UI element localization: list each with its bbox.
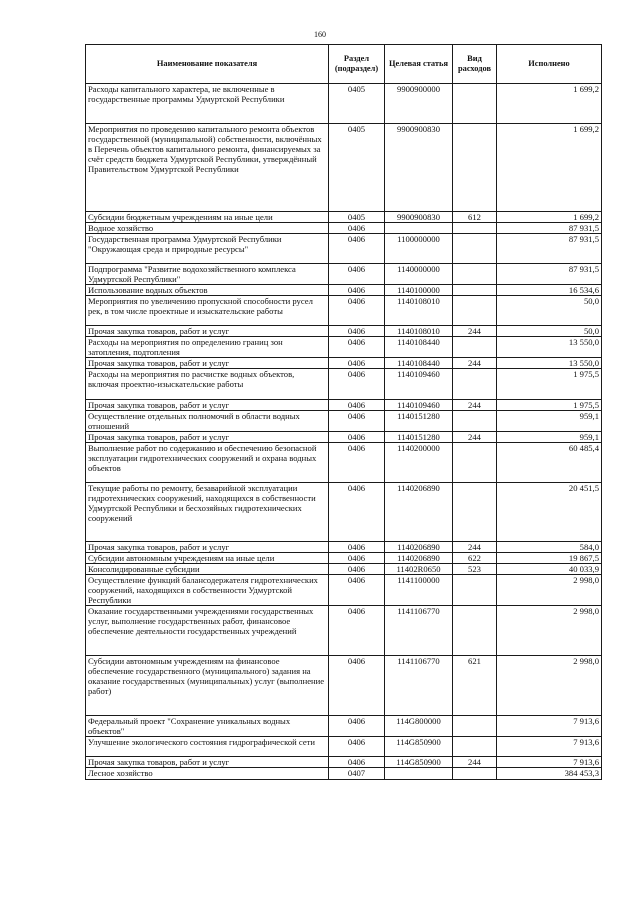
cell-name: Прочая закупка товаров, работ и услуг [86,542,329,553]
table-row [86,542,602,553]
cell-amount: 7 913,6 [497,757,602,768]
cell-expense-type [453,84,497,124]
cell-article [385,768,453,780]
cell-expense-type [453,223,497,234]
cell-amount: 384 453,3 [497,768,602,780]
cell-article: 9900900830 [385,212,453,223]
table-row [86,757,602,768]
cell-expense-type: 244 [453,757,497,768]
cell-article: 9900900000 [385,84,453,124]
table-row [86,337,602,358]
cell-name: Прочая закупка товаров, работ и услуг [86,400,329,411]
table-row [86,768,602,780]
cell-article: 1140151280 [385,411,453,432]
table-body [86,84,602,780]
cell-section: 0406 [329,553,385,564]
cell-section: 0406 [329,234,385,264]
table-row [86,234,602,264]
cell-article [385,223,453,234]
cell-amount: 2 998,0 [497,606,602,656]
cell-name: Осуществление функций балансодержателя гидротехнических сооружений, находящихся в собственности Удмуртской Республики [86,575,329,606]
table-row [86,285,602,296]
cell-article: 1140108440 [385,358,453,369]
header-executed: Исполнено [497,45,602,84]
cell-section: 0406 [329,223,385,234]
header-article: Целевая статья [385,45,453,84]
cell-expense-type [453,768,497,780]
cell-amount: 13 550,0 [497,337,602,358]
cell-section: 0406 [329,737,385,757]
cell-article: 114G850900 [385,737,453,757]
cell-expense-type [453,737,497,757]
cell-section: 0405 [329,124,385,212]
cell-article: 1140151280 [385,432,453,443]
cell-section: 0405 [329,212,385,223]
cell-amount: 2 998,0 [497,575,602,606]
cell-amount: 13 550,0 [497,358,602,369]
cell-article: 1140000000 [385,264,453,285]
cell-amount: 40 033,9 [497,564,602,575]
cell-expense-type: 244 [453,542,497,553]
cell-expense-type: 523 [453,564,497,575]
cell-article: 1140108440 [385,337,453,358]
cell-article: 1141106770 [385,606,453,656]
cell-section: 0406 [329,326,385,337]
table-row [86,369,602,400]
cell-expense-type [453,443,497,483]
cell-section: 0406 [329,296,385,326]
cell-article: 1140100000 [385,285,453,296]
table-row [86,564,602,575]
cell-name: Консолидированные субсидии [86,564,329,575]
table-row [86,296,602,326]
table-row [86,443,602,483]
header-expense-type: Вид расходов [453,45,497,84]
cell-expense-type [453,716,497,737]
cell-section: 0407 [329,768,385,780]
table-row [86,606,602,656]
cell-expense-type: 612 [453,212,497,223]
cell-name: Мероприятия по проведению капитального ремонта объектов государственной (муниципальной) собственности, включённых в Перечень объектов капитального ремонта, финансируемых за счёт средств бюджета Удмуртской Республики, утверждённый Правительством Удмуртской Республики [86,124,329,212]
cell-name: Выполнение работ по содержанию и обеспечению безопасной эксплуатации гидротехнических сооружений и охрана водных объектов [86,443,329,483]
cell-expense-type: 244 [453,400,497,411]
cell-name: Прочая закупка товаров, работ и услуг [86,432,329,443]
cell-section: 0406 [329,656,385,716]
header-name: Наименование показателя [86,45,329,84]
cell-section: 0406 [329,757,385,768]
cell-name: Расходы капитального характера, не включенные в государственные программы Удмуртской Республики [86,84,329,124]
cell-section: 0406 [329,358,385,369]
cell-section: 0406 [329,716,385,737]
cell-name: Водное хозяйство [86,223,329,234]
cell-amount: 959,1 [497,411,602,432]
cell-section: 0406 [329,369,385,400]
table-row [86,656,602,716]
table-row [86,737,602,757]
table-row [86,483,602,542]
cell-article: 1140200000 [385,443,453,483]
cell-name: Оказание государственными учреждениями государственных услуг, выполнение государственных работ, финансовое обеспечение деятельности государственных учреждений [86,606,329,656]
cell-name: Субсидии бюджетным учреждениям на иные цели [86,212,329,223]
cell-amount: 1 975,5 [497,369,602,400]
cell-name: Расходы на мероприятия по определению границ зон затопления, подтопления [86,337,329,358]
cell-section: 0406 [329,432,385,443]
cell-expense-type [453,124,497,212]
cell-expense-type [453,264,497,285]
cell-name: Лесное хозяйство [86,768,329,780]
header-section: Раздел (подраздел) [329,45,385,84]
table-row [86,400,602,411]
cell-amount: 50,0 [497,326,602,337]
cell-expense-type [453,606,497,656]
table-row [86,212,602,223]
cell-section: 0406 [329,411,385,432]
cell-article: 1140108010 [385,296,453,326]
cell-amount: 87 931,5 [497,264,602,285]
cell-expense-type [453,285,497,296]
cell-name: Подпрограмма "Развитие водохозяйственного комплекса Удмуртской Республики" [86,264,329,285]
cell-amount: 1 699,2 [497,124,602,212]
cell-article: 114G850900 [385,757,453,768]
cell-expense-type [453,483,497,542]
table-header-row [86,45,602,84]
cell-section: 0405 [329,84,385,124]
table-row [86,575,602,606]
cell-amount: 584,0 [497,542,602,553]
cell-section: 0406 [329,337,385,358]
cell-name: Использование водных объектов [86,285,329,296]
cell-article: 1140206890 [385,553,453,564]
cell-article: 11402R0650 [385,564,453,575]
cell-expense-type [453,575,497,606]
cell-article: 114G800000 [385,716,453,737]
cell-expense-type: 622 [453,553,497,564]
cell-name: Прочая закупка товаров, работ и услуг [86,757,329,768]
cell-amount: 1 699,2 [497,84,602,124]
cell-article: 1141106770 [385,656,453,716]
cell-section: 0406 [329,264,385,285]
cell-section: 0406 [329,285,385,296]
cell-section: 0406 [329,483,385,542]
cell-expense-type: 244 [453,326,497,337]
cell-amount: 7 913,6 [497,737,602,757]
cell-article: 9900900830 [385,124,453,212]
table-row [86,84,602,124]
cell-section: 0406 [329,564,385,575]
cell-name: Субсидии автономным учреждениям на финансовое обеспечение государственного (муниципального) задания на оказание государственных (муниципальных) услуг (выполнение работ) [86,656,329,716]
cell-name: Расходы на мероприятия по расчистке водных объектов, включая проектно-изыскательские работы [86,369,329,400]
cell-amount: 20 451,5 [497,483,602,542]
cell-article: 1141100000 [385,575,453,606]
cell-amount: 1 699,2 [497,212,602,223]
cell-article: 1140109460 [385,400,453,411]
cell-article: 1140108010 [385,326,453,337]
cell-article: 1140206890 [385,542,453,553]
table-row [86,124,602,212]
cell-section: 0406 [329,400,385,411]
cell-expense-type: 244 [453,432,497,443]
cell-expense-type [453,411,497,432]
cell-name: Государственная программа Удмуртской Республики "Окружающая среда и природные ресурсы" [86,234,329,264]
budget-execution-table [85,44,602,780]
table-row [86,326,602,337]
cell-name: Федеральный проект "Сохранение уникальных водных объектов" [86,716,329,737]
table-row [86,432,602,443]
cell-name: Прочая закупка товаров, работ и услуг [86,326,329,337]
cell-expense-type [453,296,497,326]
cell-name: Субсидии автономным учреждениям на иные цели [86,553,329,564]
cell-name: Мероприятия по увеличению пропускной способности русел рек, в том числе проектные и изыскательские работы [86,296,329,326]
cell-amount: 959,1 [497,432,602,443]
cell-expense-type: 244 [453,358,497,369]
cell-name: Текущие работы по ремонту, безаварийной эксплуатации гидротехнических сооружений, находящихся в собственности Удмуртской Республики и бесхозяйных гидротехнических сооружений [86,483,329,542]
cell-amount: 16 534,6 [497,285,602,296]
cell-section: 0406 [329,575,385,606]
cell-name: Осуществление отдельных полномочий в области водных отношений [86,411,329,432]
cell-name: Прочая закупка товаров, работ и услуг [86,358,329,369]
table-row [86,223,602,234]
cell-amount: 19 867,5 [497,553,602,564]
cell-expense-type: 621 [453,656,497,716]
cell-name: Улучшение экологического состояния гидрографической сети [86,737,329,757]
cell-expense-type [453,234,497,264]
table-row [86,264,602,285]
cell-article: 1140206890 [385,483,453,542]
cell-amount: 7 913,6 [497,716,602,737]
cell-article: 1100000000 [385,234,453,264]
table-row [86,716,602,737]
cell-amount: 60 485,4 [497,443,602,483]
cell-section: 0406 [329,606,385,656]
table-row [86,358,602,369]
cell-article: 1140109460 [385,369,453,400]
cell-section: 0406 [329,542,385,553]
page-number: 160 [314,30,326,39]
cell-expense-type [453,369,497,400]
cell-amount: 1 975,5 [497,400,602,411]
table-row [86,553,602,564]
cell-amount: 87 931,5 [497,223,602,234]
cell-amount: 87 931,5 [497,234,602,264]
table-row [86,411,602,432]
cell-amount: 2 998,0 [497,656,602,716]
cell-section: 0406 [329,443,385,483]
cell-expense-type [453,337,497,358]
cell-amount: 50,0 [497,296,602,326]
